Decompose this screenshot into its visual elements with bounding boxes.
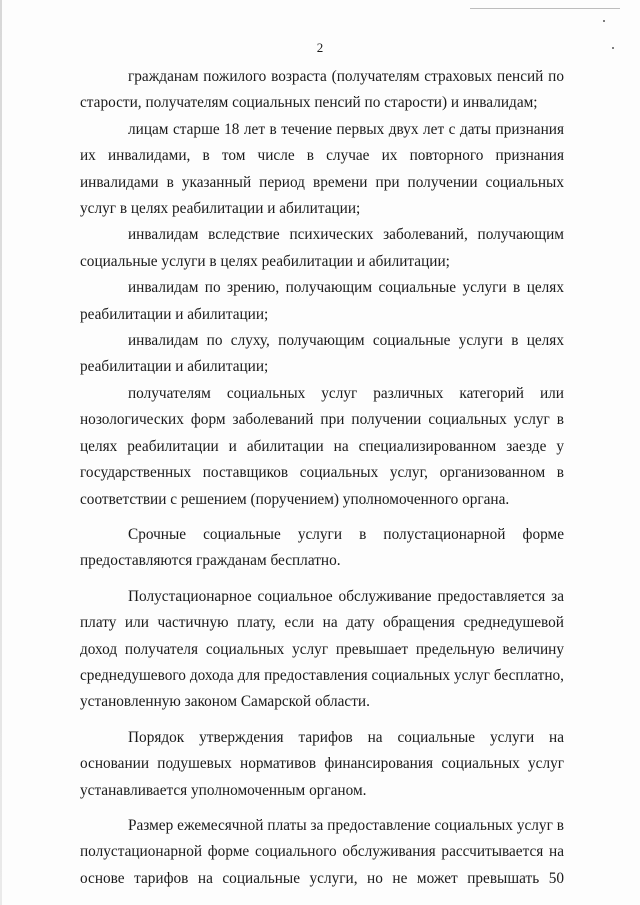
paragraph-hearing-disability: инвалидам по слуху, получающим социальные услуги в целях реабилитации и абилитации; <box>80 332 564 376</box>
paragraph-monthly-fee: Размер ежемесячной платы за предоставление социальных услуг в полустационарной форме социального обслуживания рассчитывается на основе тарифов на социальные услуги, но не может превышать 50 <box>80 816 564 887</box>
document-body <box>80 64 564 892</box>
scan-artifact-line <box>470 8 620 9</box>
paragraph-visual-disability: инвалидам по зрению, получающим социальные услуги в целях реабилитации и абилитации; <box>80 279 564 323</box>
paragraph-urgent-services: Срочные социальные услуги в полустационарной форме предоставляются гражданам бесплатно. <box>80 525 564 570</box>
paragraph-mental-disability: инвалидам вследствие психических заболеваний, получающим социальные услуги в целях реабилитации и абилитации; <box>80 226 564 270</box>
paragraph-tariff-procedure: Порядок утверждения тарифов на социальные услуги на основании подушевых нормативов финансирования социальных услуг устанавливается уполномоченным органом. <box>80 728 564 799</box>
scan-artifact-dot <box>603 20 605 22</box>
paragraph-special-categories: получателям социальных услуг различных категорий или нозологических форм заболеваний при получении социальных услуг в целях реабилитации и абилитации на специализированном заезде у государственных поставщиков социальных услуг, организованном в соответствии с решением (поручением) уполномоченного органа. <box>80 384 564 508</box>
paragraph-elderly: гражданам пожилого возраста (получателям страховых пенсий по старости, получателям социальных пенсий по старости) и инвалидам; <box>80 68 564 112</box>
paragraph-paid-service: Полустационарное социальное обслуживание предоставляется за плату или частичную плату, если на дату обращения среднедушевой доход получателя социальных услуг превышает предельную величину среднедушевого дохода для предоставления социальных услуг бесплатно, установленную законом Самарской области. <box>80 587 564 711</box>
scan-edge-shadow <box>0 0 2 905</box>
paragraph-over-18: лицам старше 18 лет в течение первых двух лет с даты признания их инвалидами, в том числе в случае их повторного признания инвалидами в указанный период времени при получении социальных услуг в целях реабилитации и абилитации; <box>80 120 564 218</box>
page-number: 2 <box>316 40 324 55</box>
